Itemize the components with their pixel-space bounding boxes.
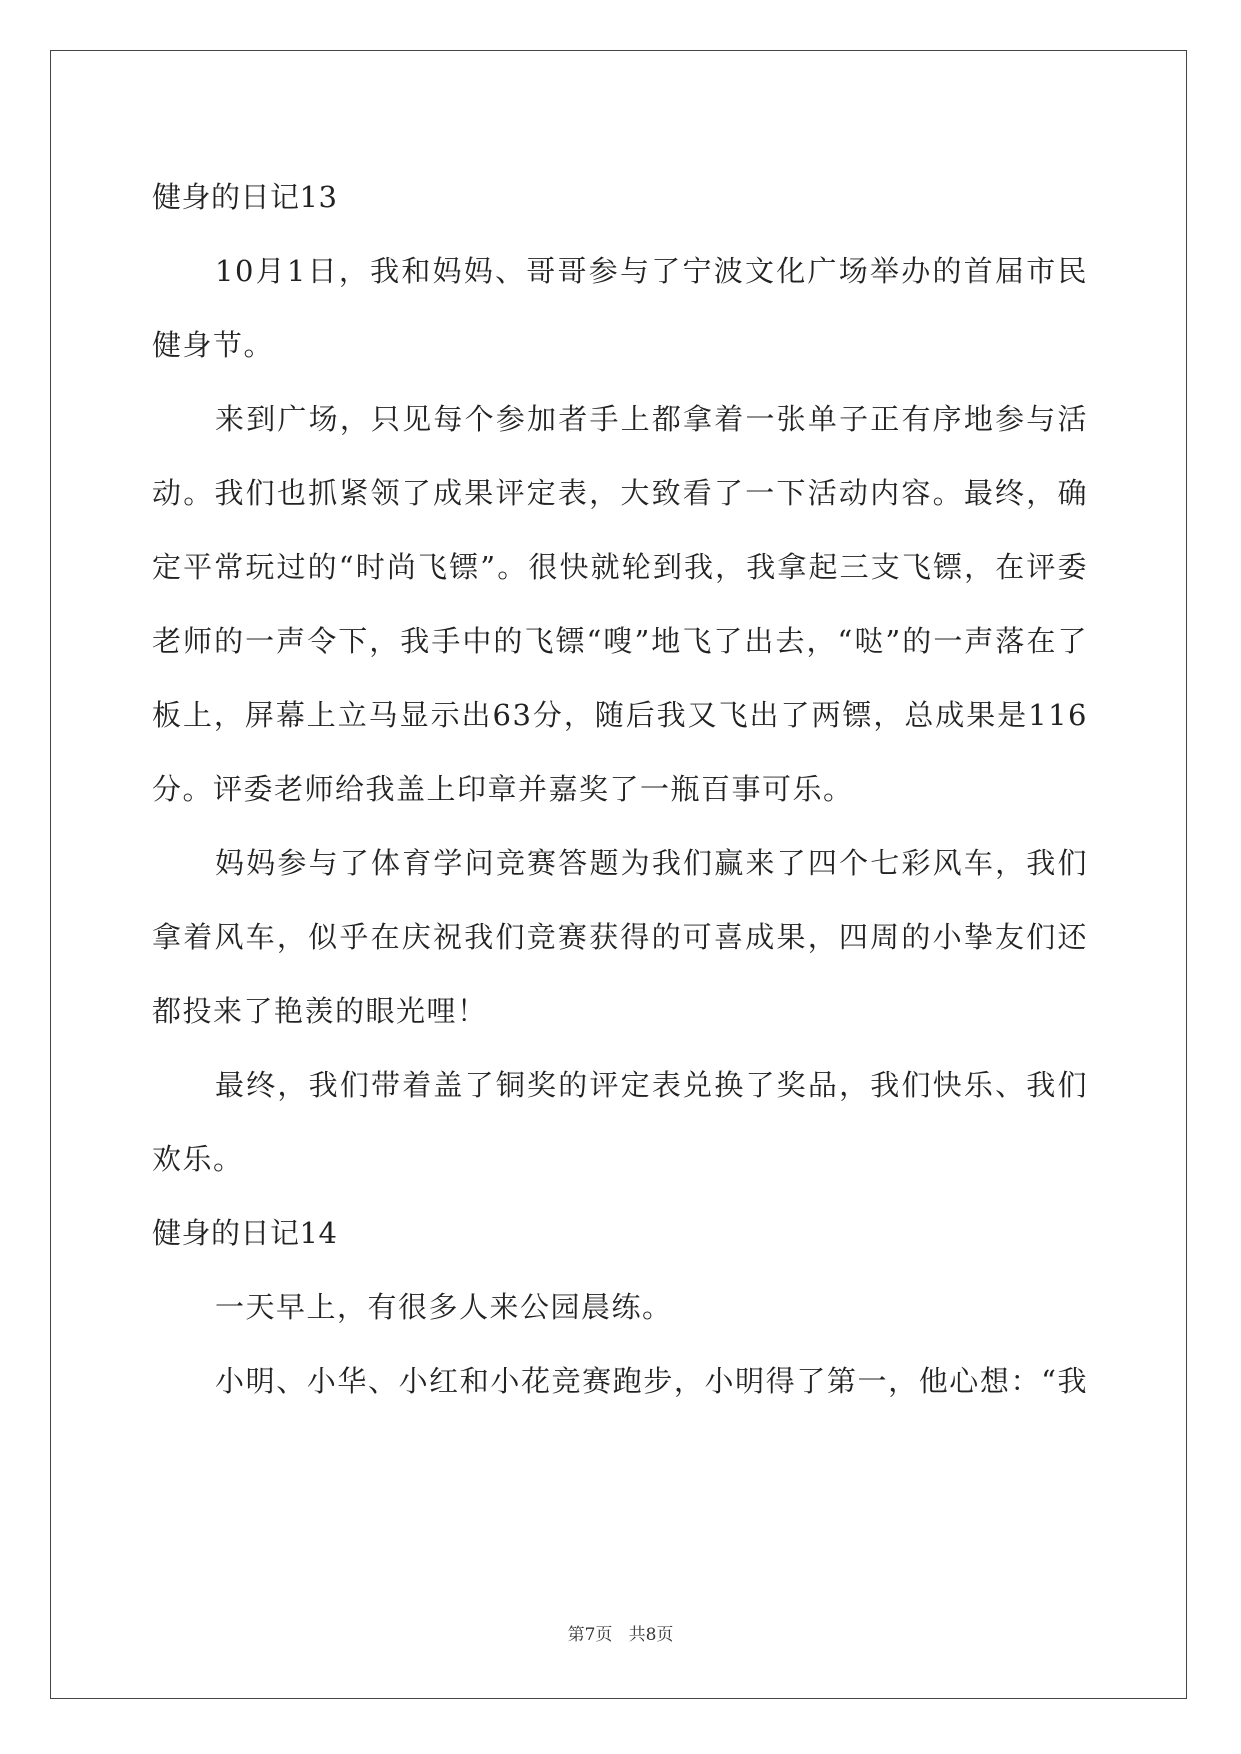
paragraph: 妈妈参与了体育学问竞赛答题为我们赢来了四个七彩风车，我们拿着风车，似乎在庆祝我们竞赛获得的可喜成果，四周的小挚友们还都投来了艳羡的眼光哩！ [152,846,1088,1028]
paragraph: 最终，我们带着盖了铜奖的评定表兑换了奖品，我们快乐、我们欢乐。 [152,1068,1088,1176]
page-number: 第7页 共8页 [567,1625,674,1645]
paragraph: 10月1日，我和妈妈、哥哥参与了宁波文化广场举办的首届市民健身节。 [152,254,1088,362]
diary-heading: 健身的日记14 [152,1216,338,1250]
paragraph: 来到广场，只见每个参加者手上都拿着一张单子正有序地参与活动。我们也抓紧领了成果评定表，大致看了一下活动内容。最终，确定平常玩过的“时尚飞镖”。很快就轮到我，我拿起三支飞镖，在评委老师的一声令下，我手中的飞镖“嗖”地飞了出去，“哒”的一声落在了板上，屏幕上立马显示出63分，随后我又飞出了两镖，总成果是116分。评委老师给我盖上印章并嘉奖了一瓶百事可乐。 [152,402,1088,806]
paragraph: 一天早上，有很多人来公园晨练。 [215,1290,673,1324]
diary-heading: 健身的日记13 [152,180,338,214]
document-body [152,160,1088,1418]
paragraph: 小明、小华、小红和小花竞赛跑步，小明得了第一，他心想：“我 [215,1364,1088,1398]
